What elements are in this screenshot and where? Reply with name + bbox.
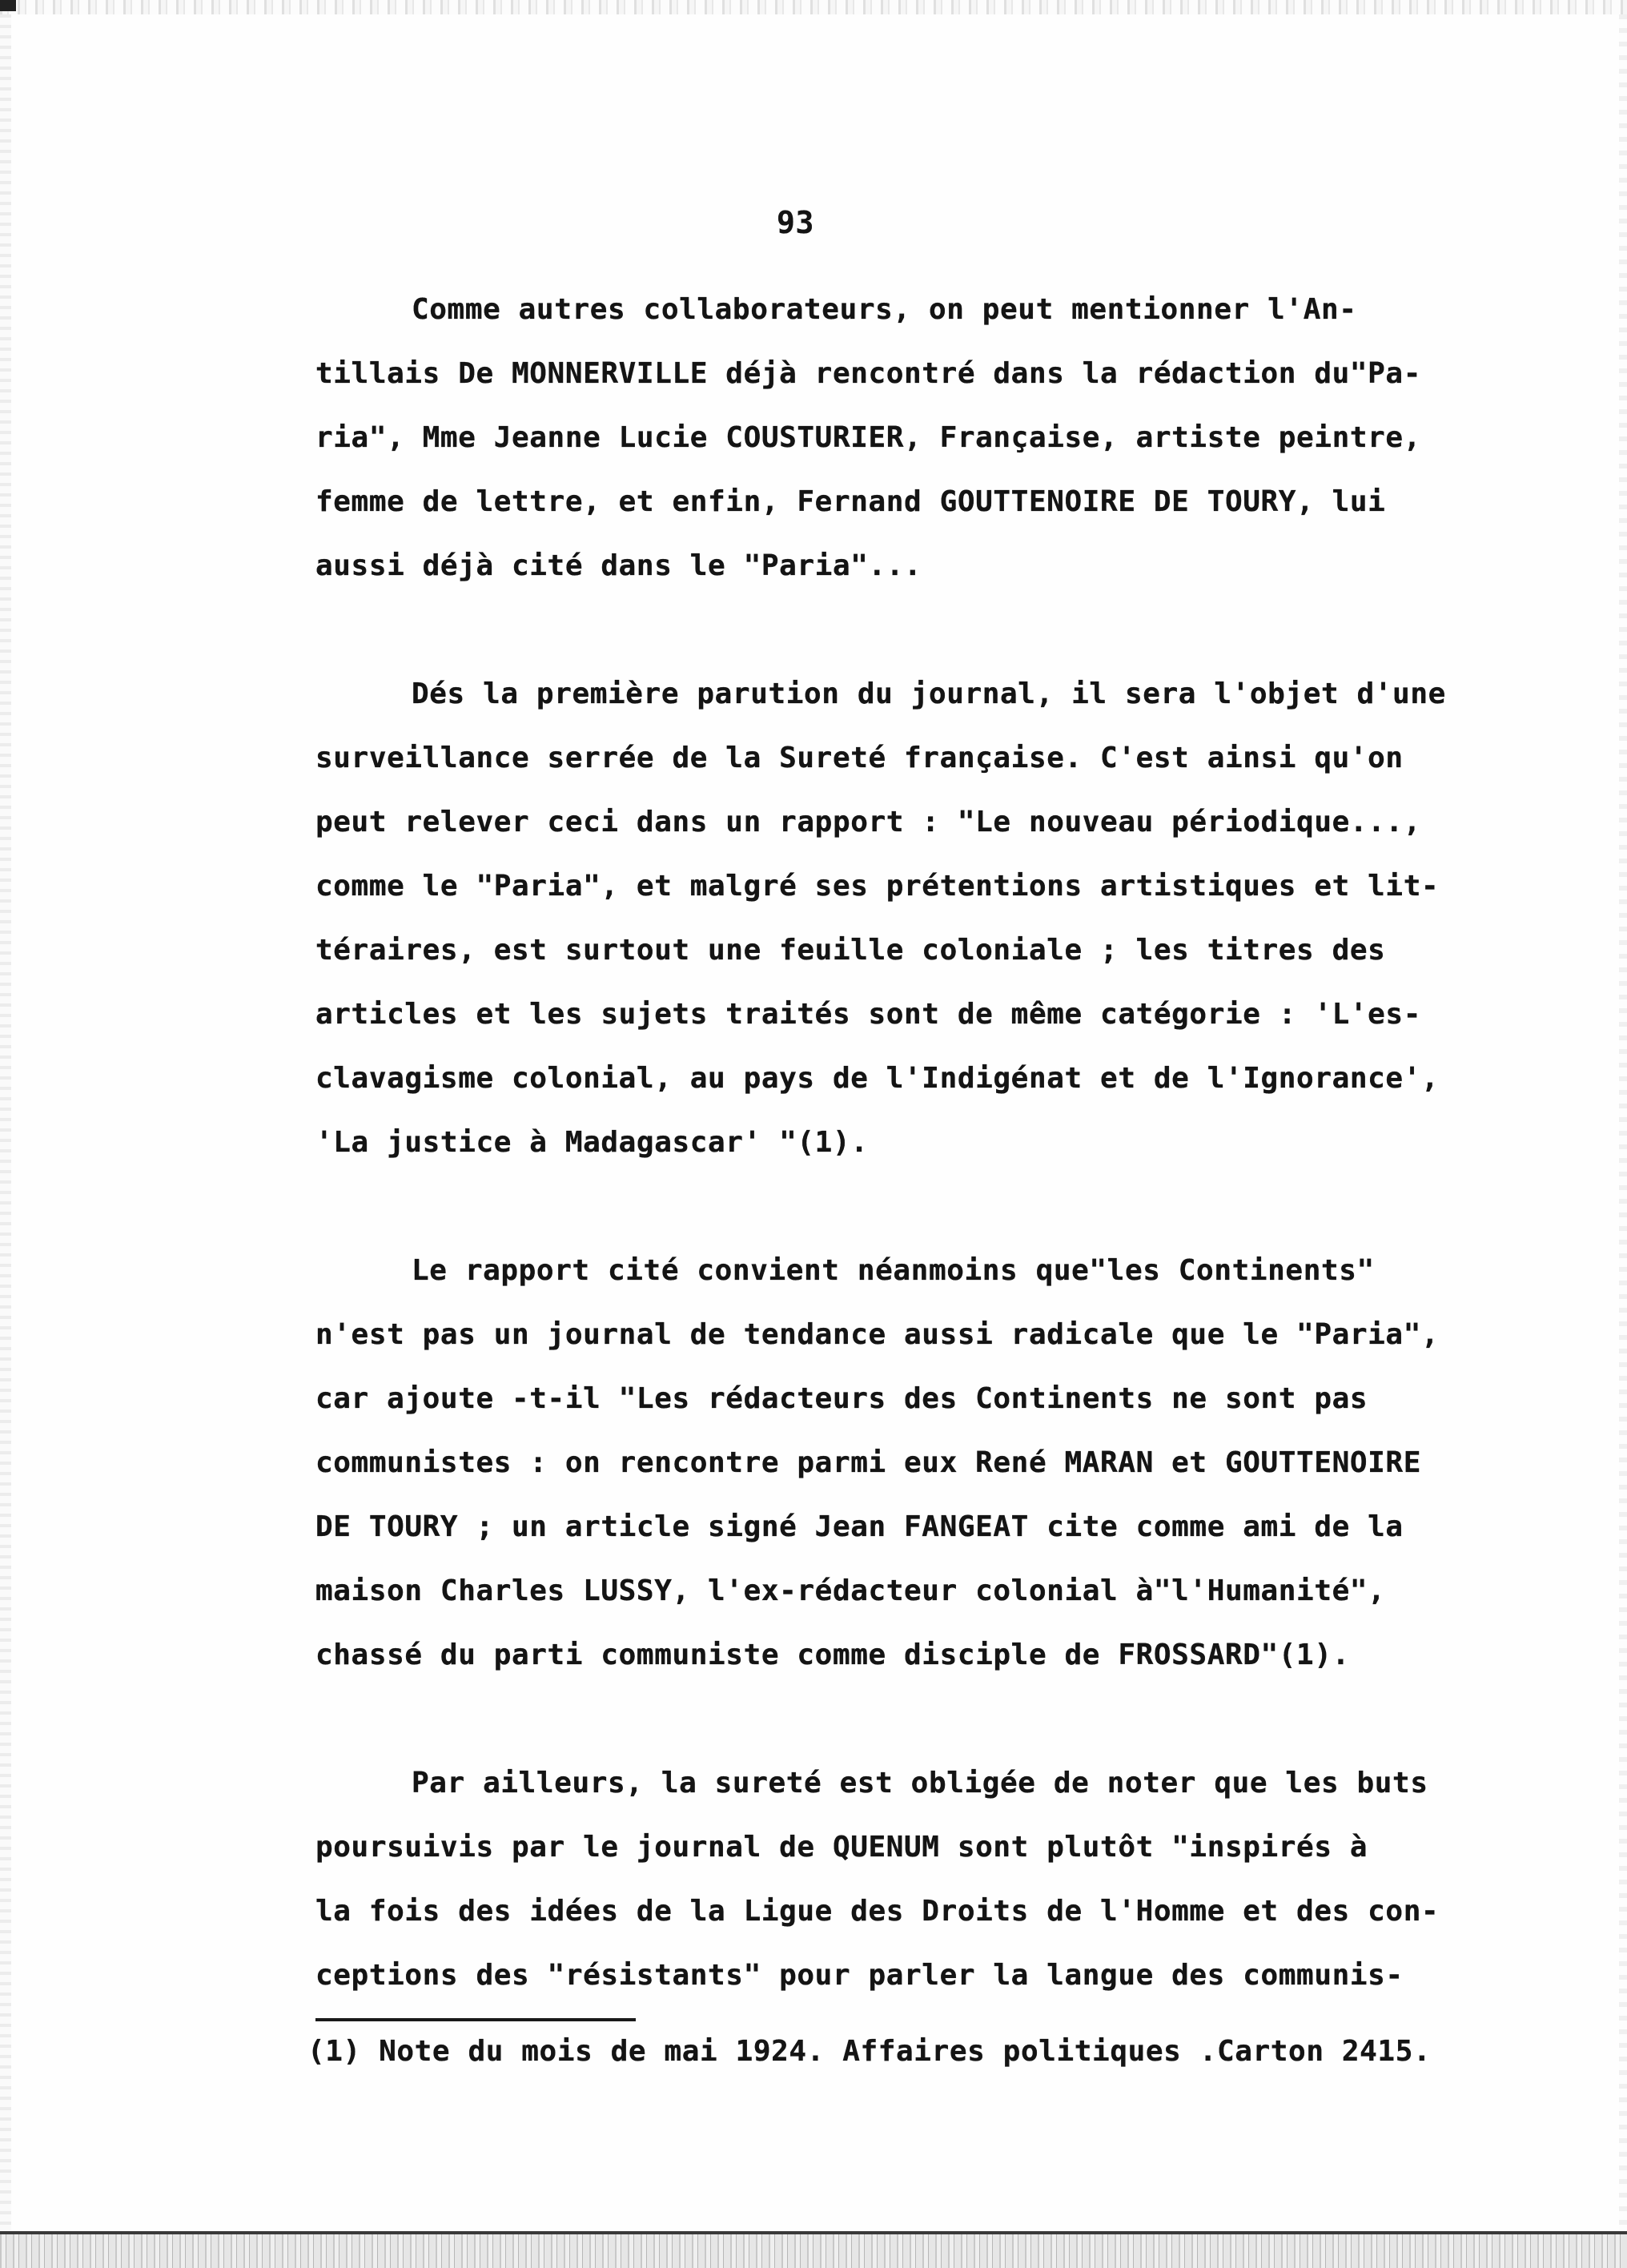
paragraph-1-line-2: tillais De MONNERVILLE déjà rencontré dans la rédaction du"Pa- (315, 357, 1421, 390)
paragraph-4-line-4: ceptions des "résistants" pour parler la langue des communis- (315, 1959, 1404, 1992)
paragraph-2-line-2: surveillance serrée de la Sureté française. C'est ainsi qu'on (315, 742, 1404, 774)
paragraph-2-line-4: comme le "Paria", et malgré ses prétentions artistiques et lit- (315, 870, 1440, 903)
paragraph-2-line-3: peut relever ceci dans un rapport : "Le nouveau périodique..., (315, 806, 1421, 838)
paragraph-1-line-4: femme de lettre, et enfin, Fernand GOUTTENOIRE DE TOURY, lui (315, 485, 1386, 518)
paragraph-3-line-6: maison Charles LUSSY, l'ex-rédacteur colonial à"l'Humanité", (315, 1574, 1386, 1607)
paragraph-3-line-4: communistes : on rencontre parmi eux René MARAN et GOUTTENOIRE (315, 1446, 1421, 1479)
paragraph-4-line-3: la fois des idées de la Ligue des Droits de l'Homme et des con- (315, 1895, 1440, 1928)
paragraph-2-line-5: téraires, est surtout une feuille coloniale ; les titres des (315, 934, 1386, 967)
scan-mark (0, 0, 16, 11)
paragraph-3-line-1: Le rapport cité convient néanmoins que"les Continents" (412, 1254, 1375, 1287)
paragraph-2-line-7: clavagisme colonial, au pays de l'Indigénat et de l'Ignorance', (315, 1062, 1440, 1095)
paragraph-1-line-1: Comme autres collaborateurs, on peut mentionner l'An- (412, 293, 1357, 326)
paragraph-3-line-2: n'est pas un journal de tendance aussi radicale que le "Paria", (315, 1318, 1440, 1351)
scan-edge-bottom (0, 2234, 1627, 2268)
paragraph-2-line-1: Dés la première parution du journal, il sera l'objet d'une (412, 678, 1446, 710)
footnote-rule (315, 2018, 636, 2021)
scan-edge-top (0, 0, 1627, 14)
paragraph-3-line-5: DE TOURY ; un article signé Jean FANGEAT cite comme ami de la (315, 1510, 1404, 1543)
scan-edge-right (1619, 14, 1627, 2234)
paragraph-2-line-8: 'La justice à Madagascar' "(1). (315, 1126, 869, 1159)
paragraph-3-line-3: car ajoute -t-il "Les rédacteurs des Continents ne sont pas (315, 1382, 1368, 1415)
footnote: (1) Note du mois de mai 1924. Affaires politiques .Carton 2415. (307, 2035, 1432, 2068)
paragraph-1-line-5: aussi déjà cité dans le "Paria"... (315, 549, 922, 582)
paragraph-2-line-6: articles et les sujets traités sont de même catégorie : 'L'es- (315, 998, 1421, 1031)
paragraph-4-line-1: Par ailleurs, la sureté est obligée de noter que les buts (412, 1767, 1428, 1800)
paragraph-3-line-7: chassé du parti communiste comme disciple de FROSSARD"(1). (315, 1639, 1350, 1671)
paragraph-1-line-3: ria", Mme Jeanne Lucie COUSTURIER, Française, artiste peintre, (315, 421, 1421, 454)
paragraph-4-line-2: poursuivis par le journal de QUENUM sont plutôt "inspirés à (315, 1831, 1368, 1864)
page-number: 93 (777, 205, 814, 240)
scan-edge-left (0, 14, 11, 2234)
